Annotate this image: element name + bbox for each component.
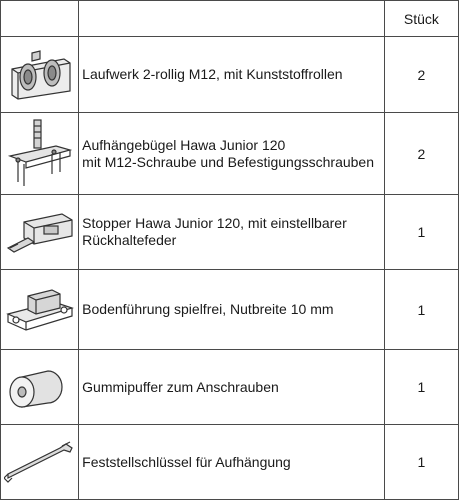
row-description-cell	[79, 37, 385, 113]
header-description-cell	[79, 1, 385, 37]
row-description-cell	[79, 195, 385, 270]
table-row	[1, 350, 459, 425]
description-line: Laufwerk 2-rollig M12, mit Kunststoffrollen	[82, 66, 343, 82]
wrench-key-icon	[4, 434, 76, 490]
row-description-cell	[79, 425, 385, 500]
row-image-cell	[1, 195, 79, 270]
header-image-cell	[1, 1, 79, 37]
stopper-icon	[4, 204, 76, 260]
row-quantity-cell: 1	[384, 350, 458, 425]
row-description-cell	[79, 270, 385, 350]
description-line: Bodenführung spielfrei, Nutbreite 10 mm	[82, 301, 334, 317]
description-line: Rückhaltefeder	[82, 232, 177, 248]
hanger-bracket-icon	[4, 116, 76, 192]
table-header-row	[1, 1, 459, 37]
table-row	[1, 37, 459, 113]
row-quantity-cell: 1	[384, 425, 458, 500]
table-row	[1, 425, 459, 500]
row-quantity-cell: 1	[384, 270, 458, 350]
roller-carriage-icon	[4, 45, 76, 105]
description-line: Gummipuffer zum Anschrauben	[82, 378, 279, 395]
row-image-cell	[1, 270, 79, 350]
rubber-buffer-icon	[4, 359, 76, 415]
floor-guide-icon	[4, 276, 76, 344]
header-quantity-cell: Stück	[384, 1, 458, 37]
row-image-cell	[1, 425, 79, 500]
row-image-cell	[1, 113, 79, 195]
description-line: mit M12-Schraube und Befestigungsschrauben	[82, 153, 374, 170]
table-row	[1, 113, 459, 195]
table-row	[1, 270, 459, 350]
description-line: Stopper Hawa Junior 120, mit einstellbarer	[82, 215, 347, 231]
description-line: Aufhängebügel Hawa Junior 120	[82, 136, 286, 153]
row-description-cell	[79, 113, 385, 195]
row-quantity-cell: 1	[384, 195, 458, 270]
row-quantity-cell: 2	[384, 113, 458, 195]
row-description-cell	[79, 350, 385, 425]
description-line: Feststellschlüssel für Aufhängung	[82, 453, 291, 470]
row-image-cell	[1, 37, 79, 113]
table-row	[1, 195, 459, 270]
row-image-cell	[1, 350, 79, 425]
row-quantity-cell: 2	[384, 37, 458, 113]
